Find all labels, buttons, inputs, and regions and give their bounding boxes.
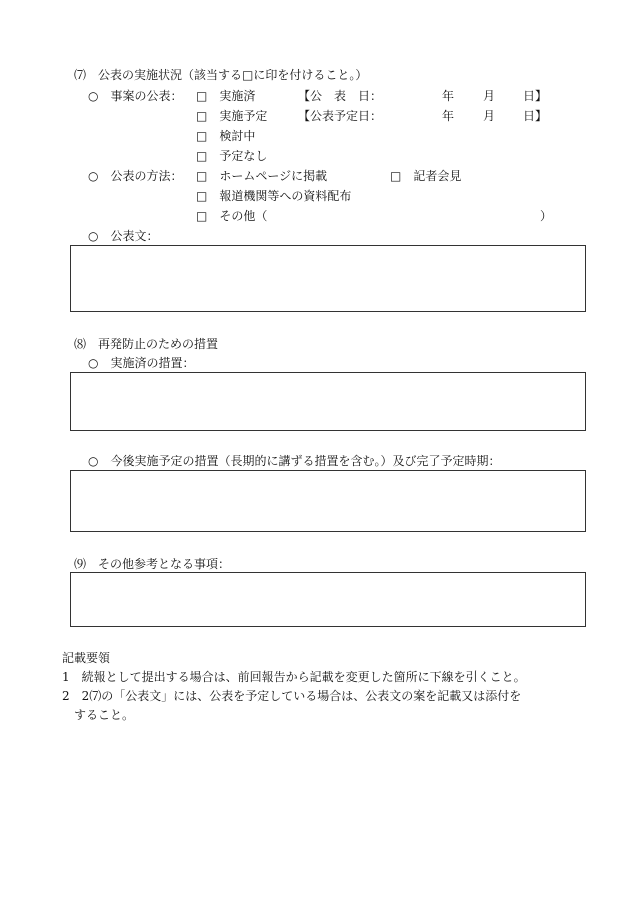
checkbox-press-conference[interactable]: □ 記者会見 [390, 169, 462, 183]
publication-date-year: 年 [442, 89, 455, 103]
other-close-paren: ） [540, 209, 553, 223]
checkbox-planned[interactable]: □ 実施予定 [196, 109, 268, 123]
checkbox-press-materials[interactable]: □ 報道機関等への資料配布 [196, 189, 352, 203]
implemented-measures-box[interactable] [70, 372, 586, 431]
note-1: 1 続報として提出する場合は、前回報告から記載を変更した箇所に下線を引くこと。 [62, 670, 526, 684]
section-8-heading: ⑻ 再発防止のための措置 [74, 337, 219, 351]
publication-status-label: ○ 事案の公表： [88, 89, 183, 103]
section-7-heading: ⑺ 公表の実施状況（該当する□に印を付けること。） [74, 68, 368, 82]
checkbox-implemented[interactable]: □ 実施済 [196, 89, 256, 103]
publication-date-month: 月 [483, 89, 496, 103]
planned-measures-box[interactable] [70, 470, 586, 532]
publication-text-label: ○ 公表文： [88, 229, 159, 243]
publication-date-day: 日】 [523, 89, 548, 103]
planned-measures-label: ○ 今後実施予定の措置（長期的に講ずる措置を含む。）及び完了予定時期： [88, 454, 501, 468]
checkbox-other[interactable]: □ その他（ [196, 209, 268, 223]
planned-date-month: 月 [483, 109, 496, 123]
checkbox-no-plan[interactable]: □ 予定なし [196, 149, 268, 163]
checkbox-homepage[interactable]: □ ホームページに掲載 [196, 169, 328, 183]
section-9-heading: ⑼ その他参考となる事項： [74, 557, 231, 571]
checkbox-under-review[interactable]: □ 検討中 [196, 129, 256, 143]
note-2: 2 2⑺の「公表文」には、公表を予定している場合は、公表文の案を記載又は添付を [62, 689, 522, 703]
publication-method-label: ○ 公表の方法： [88, 169, 183, 183]
planned-date-day: 日】 [523, 109, 548, 123]
publication-date-label: 【公 表 日： [298, 89, 383, 103]
notes-title: 記載要領 [62, 651, 111, 665]
planned-date-label: 【公表予定日： [298, 109, 383, 123]
publication-text-box[interactable] [70, 245, 586, 312]
other-matters-box[interactable] [70, 572, 586, 627]
note-2-continued: すること。 [74, 708, 135, 722]
planned-date-year: 年 [442, 109, 455, 123]
implemented-measures-label: ○ 実施済の措置： [88, 356, 195, 370]
